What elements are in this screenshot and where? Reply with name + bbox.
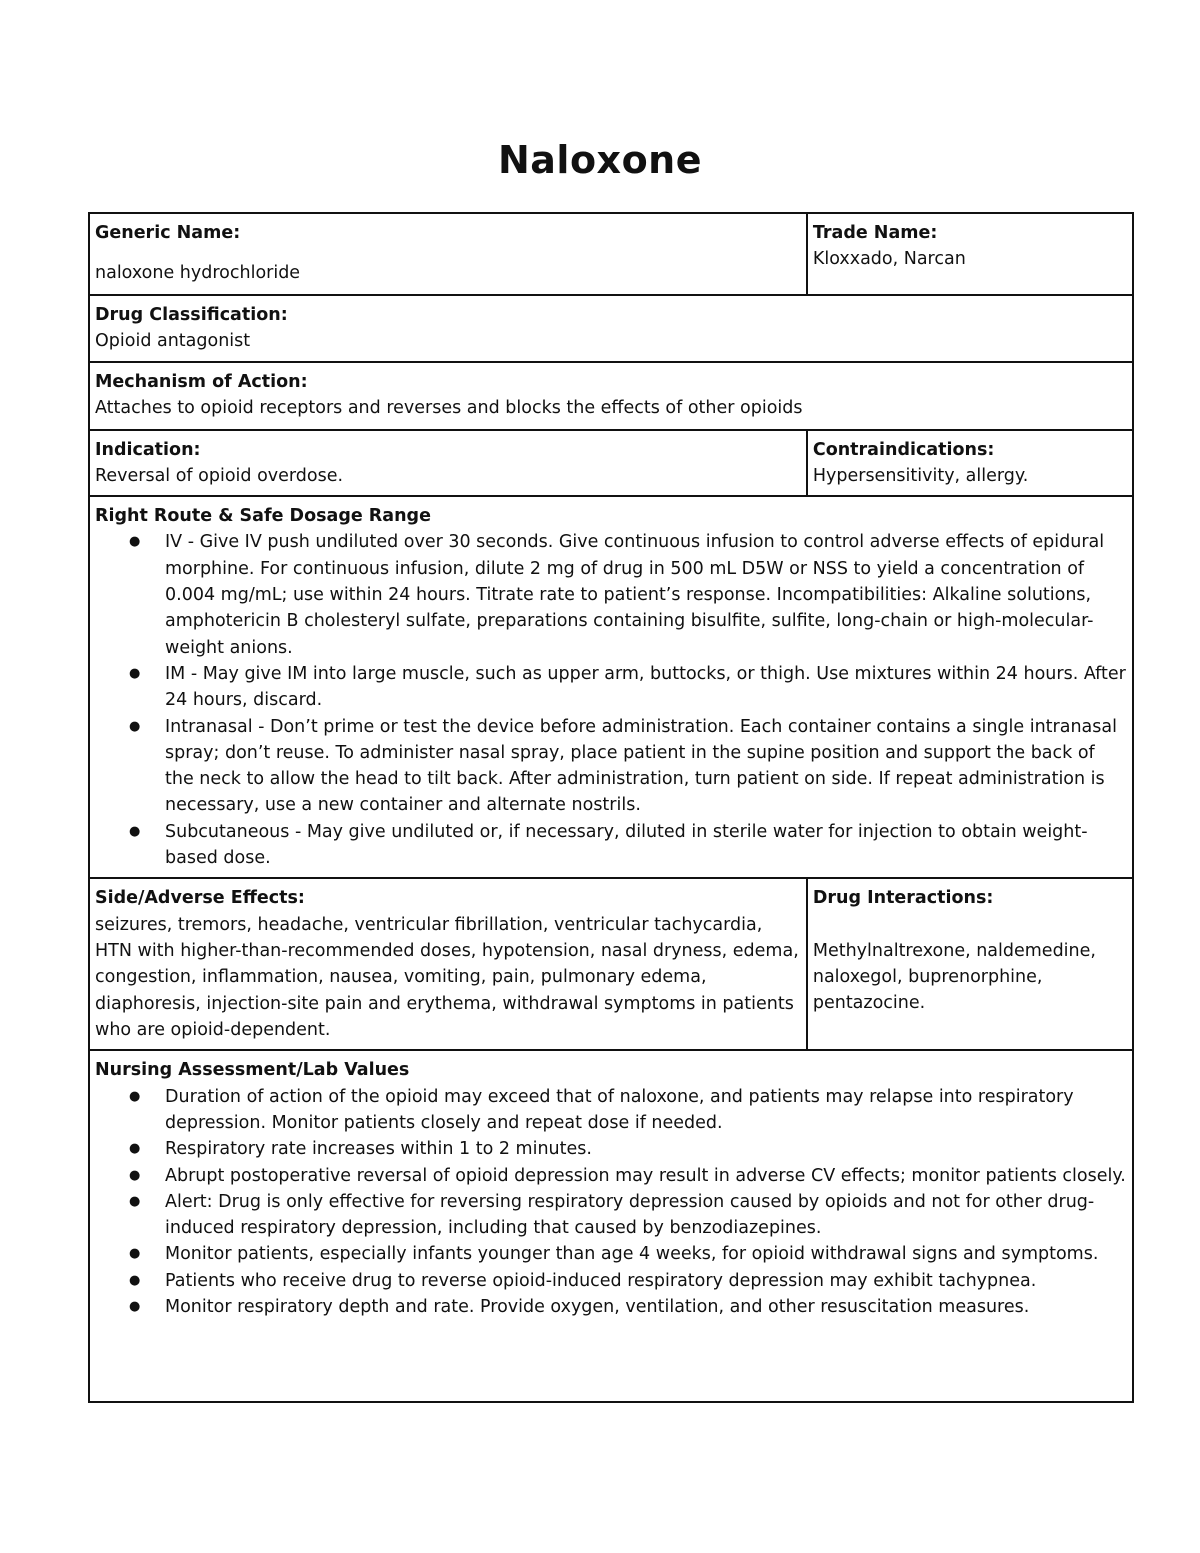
trade-name-value: Kloxxado, Narcan — [812, 249, 966, 270]
nursing-item: ● Respiratory rate increases within 1 to 2 minutes. — [165, 1136, 1127, 1162]
interactions-cell — [807, 878, 1133, 1050]
nursing-cell — [89, 1050, 1133, 1402]
contraindications-cell — [807, 430, 1133, 497]
generic-name-value: naloxone hydrochloride — [95, 263, 301, 284]
row-effects — [89, 878, 1133, 1050]
row-mechanism — [89, 362, 1133, 430]
contraindications-value: Hypersensitivity, allergy. — [812, 465, 1029, 486]
nursing-item: ● Duration of action of the opioid may exceed that of naloxone, and patients may relapse into respiratory depression. Monitor patients closely and repeat dose if needed. — [165, 1084, 1127, 1137]
row-dosage — [89, 496, 1133, 878]
mechanism-cell — [89, 362, 1133, 430]
page-title: Naloxone — [497, 138, 703, 182]
row-nursing — [89, 1050, 1133, 1402]
dosage-list — [95, 529, 1127, 871]
interactions-value: Methylnaltrexone, naldemedine, naloxegol, buprenorphine, pentazocine. — [812, 940, 1096, 1014]
row-classification — [89, 295, 1133, 362]
classification-label: Drug Classification: — [95, 305, 288, 325]
contraindications-label: Contraindications: — [812, 439, 995, 460]
interactions-spacer — [813, 912, 1127, 938]
generic-name-spacer — [95, 246, 801, 260]
dosage-item-subcutaneous: ● Subcutaneous - May give undiluted or, if necessary, diluted in sterile water for injection to obtain weight-based dose. — [165, 819, 1127, 872]
dosage-cell — [89, 496, 1133, 878]
indication-label: Indication: — [95, 439, 201, 460]
row-names — [89, 213, 1133, 295]
indication-value: Reversal of opioid overdose. — [95, 465, 344, 486]
nursing-item: ● Patients who receive drug to reverse opioid-induced respiratory depression may exhibit tachypnea. — [165, 1268, 1127, 1294]
interactions-label: Drug Interactions: — [812, 888, 994, 909]
nursing-item: ● Monitor respiratory depth and rate. Provide oxygen, ventilation, and other resuscitation measures. — [165, 1294, 1127, 1320]
mechanism-value: Attaches to opioid receptors and reverses and blocks the effects of other opioids — [95, 397, 803, 418]
trade-name-cell — [807, 213, 1133, 295]
nursing-label: Nursing Assessment/Lab Values — [95, 1060, 410, 1081]
nursing-list — [95, 1084, 1127, 1321]
dosage-label: Right Route & Safe Dosage Range — [95, 506, 431, 527]
trade-name-label: Trade Name: — [812, 223, 938, 243]
mechanism-label: Mechanism of Action: — [95, 371, 308, 392]
classification-value: Opioid antagonist — [95, 331, 251, 352]
dosage-item-iv: ● IV - Give IV push undiluted over 30 seconds. Give continuous infusion to control adverse effects of epidural morphine. For continuous infusion, dilute 2 mg of drug in 500 mL D5W or NSS to yield a concentration of 0.004 mg/mL; use within 24 hours. Titrate rate to patient’s response. Incompatibilities: Alkaline solutions, amphotericin B cholesteryl sulfate, preparations containing bisulfite, sulfite, long-chain or high-molecular-weight anions. — [165, 529, 1127, 660]
nursing-item: ● Abrupt postoperative reversal of opioid depression may result in adverse CV effects; monitor patients closely. — [165, 1163, 1127, 1189]
classification-cell — [89, 295, 1133, 362]
drug-card-table — [88, 212, 1134, 1403]
nursing-item: ● Monitor patients, especially infants younger than age 4 weeks, for opioid withdrawal signs and symptoms. — [165, 1241, 1127, 1267]
indication-cell — [89, 430, 807, 497]
dosage-item-im: ● IM - May give IM into large muscle, such as upper arm, buttocks, or thigh. Use mixtures within 24 hours. After 24 hours, discard. — [165, 661, 1127, 714]
generic-name-label: Generic Name: — [95, 223, 241, 243]
row-indication — [89, 430, 1133, 497]
side-effects-value: seizures, tremors, headache, ventricular fibrillation, ventricular tachycardia, HTN with higher-than-recommended doses, hypotension, nasal dryness, edema, congestion, inflammation, nausea, vomiting, pain, pulmonary edema, diaphoresis, injection-site pain and erythema, withdrawal symptoms in patients who are opioid-dependent. — [95, 914, 799, 1040]
dosage-item-intranasal: ● Intranasal - Don’t prime or test the device before administration. Each container contains a single intranasal spray; don’t reuse. To administer nasal spray, place patient in the supine position and support the back of the neck to allow the head to tilt back. After administration, turn patient on side. If repeat administration is necessary, use a new container and alternate nostrils. — [165, 714, 1127, 819]
side-effects-cell — [89, 878, 807, 1050]
generic-name-cell — [89, 213, 807, 295]
nursing-item: ● Alert: Drug is only effective for reversing respiratory depression caused by opioids and not for other drug-induced respiratory depression, including that caused by benzodiazepines. — [165, 1189, 1127, 1242]
side-effects-label: Side/Adverse Effects: — [95, 888, 305, 909]
